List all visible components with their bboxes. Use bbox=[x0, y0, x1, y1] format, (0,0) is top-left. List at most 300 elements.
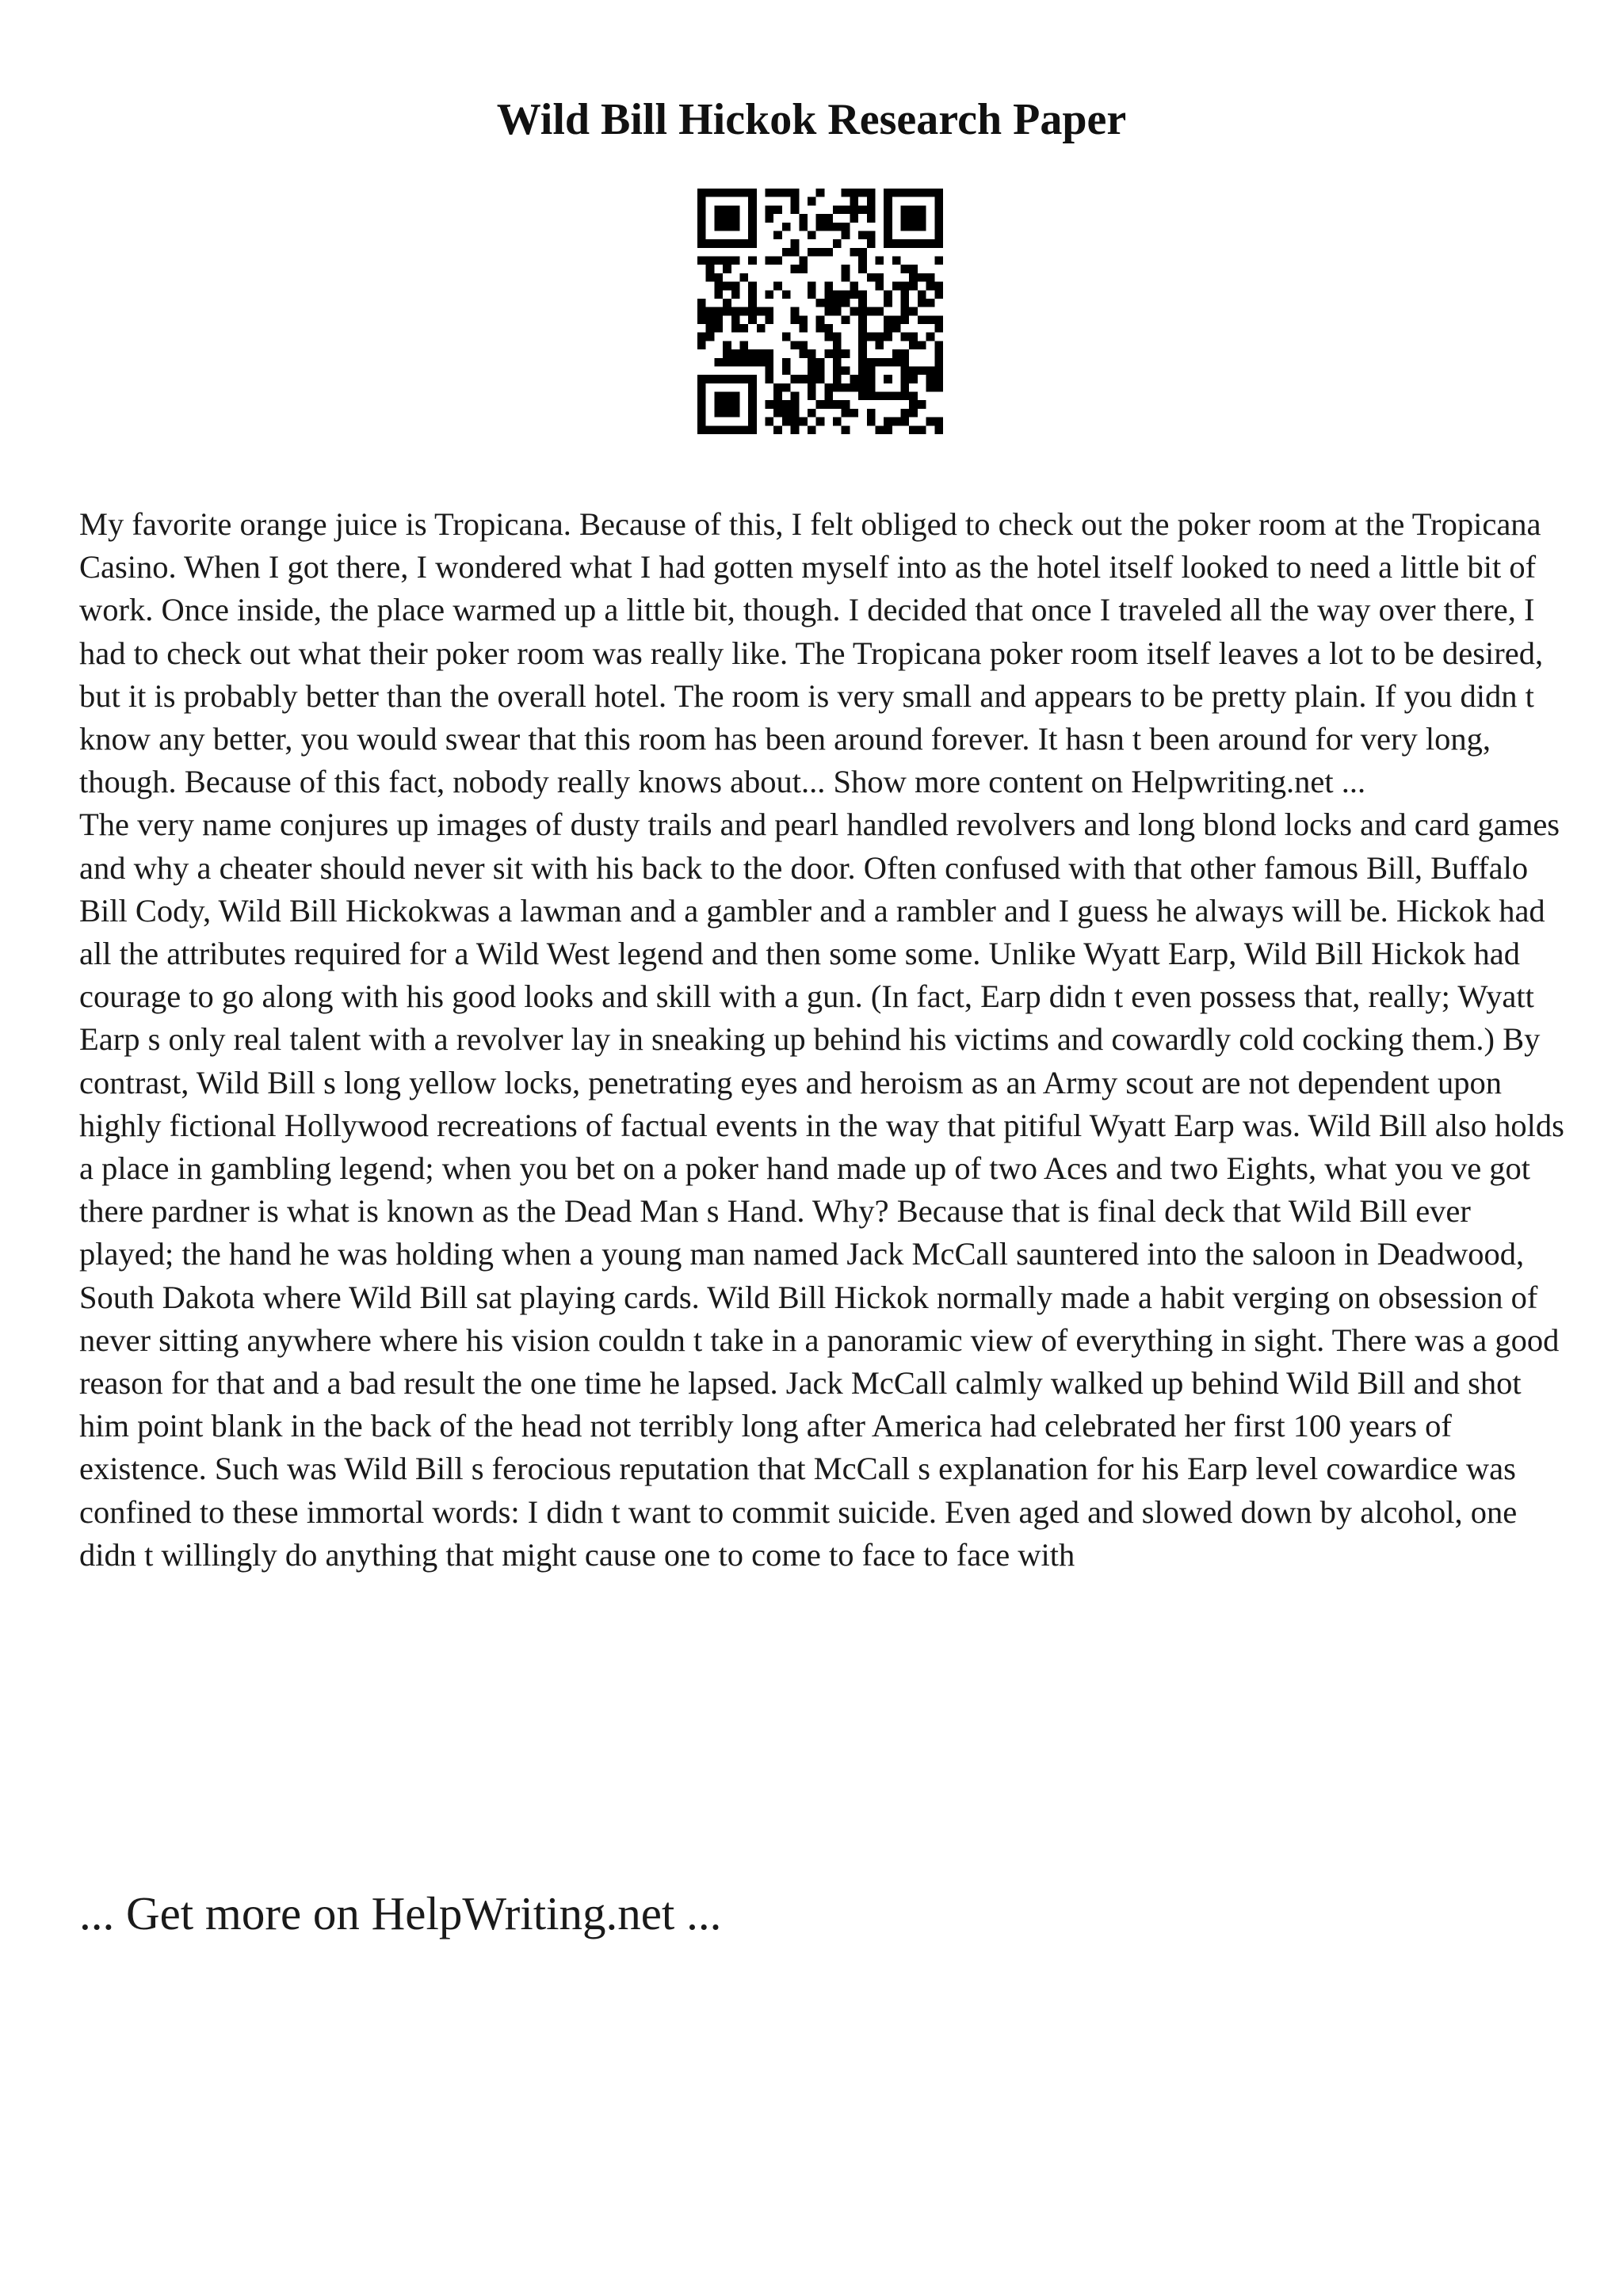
qr-module bbox=[714, 375, 723, 383]
qr-module bbox=[791, 265, 800, 273]
qr-module bbox=[799, 257, 808, 265]
qr-module bbox=[918, 341, 926, 349]
qr-module bbox=[731, 349, 740, 358]
qr-module bbox=[748, 197, 757, 206]
qr-module bbox=[723, 392, 731, 401]
qr-module bbox=[833, 358, 842, 367]
qr-module bbox=[833, 290, 842, 299]
qr-module bbox=[799, 214, 808, 223]
qr-module bbox=[714, 282, 723, 291]
qr-module bbox=[918, 299, 926, 307]
qr-module bbox=[723, 239, 731, 248]
qr-module bbox=[782, 366, 791, 375]
qr-module bbox=[842, 315, 850, 324]
qr-module bbox=[714, 223, 723, 231]
qr-module bbox=[909, 409, 918, 418]
qr-module bbox=[739, 324, 748, 333]
qr-module bbox=[714, 358, 723, 367]
qr-module bbox=[875, 307, 884, 316]
qr-module bbox=[934, 214, 943, 223]
qr-module bbox=[697, 231, 706, 239]
qr-module bbox=[833, 366, 842, 375]
qr-module bbox=[714, 214, 723, 223]
qr-module bbox=[766, 214, 774, 223]
qr-module bbox=[842, 189, 850, 197]
qr-module bbox=[808, 197, 816, 206]
qr-module bbox=[875, 341, 884, 349]
qr-module bbox=[892, 315, 901, 324]
qr-module bbox=[867, 383, 876, 392]
qr-module bbox=[884, 324, 892, 333]
qr-module bbox=[731, 239, 740, 248]
qr-module bbox=[824, 248, 833, 257]
qr-module bbox=[808, 282, 816, 291]
qr-module bbox=[909, 214, 918, 223]
qr-module bbox=[824, 299, 833, 307]
qr-module bbox=[875, 282, 884, 291]
qr-module bbox=[875, 358, 884, 367]
qr-module bbox=[731, 425, 740, 434]
qr-module bbox=[748, 205, 757, 214]
qr-module bbox=[867, 366, 876, 375]
qr-module bbox=[833, 299, 842, 307]
qr-module bbox=[723, 425, 731, 434]
qr-module bbox=[934, 282, 943, 291]
qr-module bbox=[909, 223, 918, 231]
qr-module bbox=[791, 418, 800, 426]
qr-module bbox=[782, 333, 791, 341]
qr-module bbox=[766, 418, 774, 426]
qr-module bbox=[766, 358, 774, 367]
qr-module bbox=[799, 324, 808, 333]
qr-module bbox=[909, 265, 918, 273]
qr-module bbox=[723, 299, 731, 307]
qr-module bbox=[799, 418, 808, 426]
qr-module bbox=[757, 307, 766, 316]
qr-module bbox=[875, 273, 884, 282]
qr-module bbox=[773, 425, 782, 434]
qr-module bbox=[926, 333, 935, 341]
qr-module bbox=[697, 239, 706, 248]
qr-module bbox=[748, 315, 757, 324]
qr-module bbox=[909, 375, 918, 383]
qr-module bbox=[934, 205, 943, 214]
qr-module bbox=[858, 383, 867, 392]
qr-module bbox=[901, 282, 910, 291]
qr-module bbox=[791, 197, 800, 206]
qr-module bbox=[748, 189, 757, 197]
qr-module bbox=[901, 333, 910, 341]
qr-module bbox=[697, 341, 706, 349]
qr-module bbox=[884, 358, 892, 367]
qr-module bbox=[706, 239, 715, 248]
qr-module bbox=[714, 307, 723, 316]
qr-module bbox=[850, 282, 858, 291]
qr-module bbox=[842, 223, 850, 231]
qr-module bbox=[791, 400, 800, 409]
qr-module bbox=[697, 197, 706, 206]
qr-module bbox=[748, 425, 757, 434]
qr-module bbox=[892, 392, 901, 401]
qr-module bbox=[739, 349, 748, 358]
qr-module bbox=[791, 307, 800, 316]
qr-module bbox=[918, 315, 926, 324]
qr-module bbox=[901, 265, 910, 273]
qr-module bbox=[918, 239, 926, 248]
qr-module bbox=[773, 400, 782, 409]
qr-module bbox=[697, 383, 706, 392]
qr-module bbox=[706, 315, 715, 324]
qr-module bbox=[867, 205, 876, 214]
qr-module bbox=[808, 231, 816, 239]
qr-module bbox=[706, 189, 715, 197]
qr-module bbox=[782, 248, 791, 257]
qr-module bbox=[833, 223, 842, 231]
qr-module bbox=[833, 239, 842, 248]
qr-module bbox=[918, 214, 926, 223]
qr-code[interactable] bbox=[697, 189, 943, 434]
qr-module bbox=[791, 248, 800, 257]
qr-module bbox=[934, 349, 943, 358]
qr-module bbox=[824, 349, 833, 358]
qr-module bbox=[909, 307, 918, 316]
qr-module bbox=[748, 239, 757, 248]
qr-module bbox=[918, 205, 926, 214]
qr-module bbox=[791, 375, 800, 383]
qr-module bbox=[850, 409, 858, 418]
qr-module bbox=[748, 392, 757, 401]
qr-module bbox=[731, 189, 740, 197]
qr-module bbox=[918, 223, 926, 231]
qr-module bbox=[808, 290, 816, 299]
qr-module bbox=[867, 189, 876, 197]
qr-module bbox=[714, 425, 723, 434]
qr-module bbox=[842, 425, 850, 434]
qr-module bbox=[858, 333, 867, 341]
qr-module bbox=[773, 257, 782, 265]
qr-module bbox=[731, 392, 740, 401]
qr-module bbox=[833, 205, 842, 214]
qr-module bbox=[766, 189, 774, 197]
qr-module bbox=[901, 366, 910, 375]
qr-module bbox=[748, 400, 757, 409]
qr-module bbox=[867, 214, 876, 223]
qr-module bbox=[858, 375, 867, 383]
qr-module bbox=[723, 257, 731, 265]
qr-module bbox=[731, 324, 740, 333]
qr-module bbox=[875, 392, 884, 401]
qr-module bbox=[766, 205, 774, 214]
qr-module bbox=[799, 315, 808, 324]
qr-module bbox=[926, 273, 935, 282]
qr-module bbox=[731, 290, 740, 299]
qr-module bbox=[901, 205, 910, 214]
qr-module bbox=[926, 418, 935, 426]
qr-module bbox=[934, 341, 943, 349]
qr-module bbox=[723, 214, 731, 223]
qr-module bbox=[808, 409, 816, 418]
qr-module bbox=[909, 189, 918, 197]
qr-module bbox=[918, 400, 926, 409]
qr-module bbox=[748, 409, 757, 418]
qr-module bbox=[773, 282, 782, 291]
qr-module bbox=[808, 375, 816, 383]
qr-module bbox=[697, 223, 706, 231]
qr-module bbox=[697, 315, 706, 324]
qr-module bbox=[773, 392, 782, 401]
qr-module bbox=[816, 189, 825, 197]
qr-module bbox=[791, 409, 800, 418]
qr-module bbox=[901, 349, 910, 358]
qr-module bbox=[875, 333, 884, 341]
qr-module bbox=[909, 282, 918, 291]
qr-module bbox=[858, 366, 867, 375]
qr-module bbox=[934, 189, 943, 197]
qr-module bbox=[850, 197, 858, 206]
qr-module bbox=[884, 299, 892, 307]
qr-module bbox=[858, 299, 867, 307]
qr-module bbox=[824, 333, 833, 341]
qr-module bbox=[757, 358, 766, 367]
qr-code-graphic bbox=[697, 189, 943, 434]
qr-module bbox=[723, 307, 731, 316]
qr-module bbox=[892, 324, 901, 333]
qr-module bbox=[782, 409, 791, 418]
qr-module bbox=[748, 383, 757, 392]
qr-module bbox=[867, 418, 876, 426]
qr-module bbox=[918, 290, 926, 299]
qr-module bbox=[799, 223, 808, 231]
qr-module bbox=[901, 358, 910, 367]
qr-module bbox=[714, 189, 723, 197]
qr-module bbox=[867, 273, 876, 282]
qr-module bbox=[909, 400, 918, 409]
qr-module bbox=[816, 366, 825, 375]
qr-module bbox=[867, 358, 876, 367]
qr-module bbox=[791, 315, 800, 324]
qr-module bbox=[934, 324, 943, 333]
qr-module bbox=[926, 189, 935, 197]
qr-module bbox=[858, 290, 867, 299]
qr-module bbox=[731, 400, 740, 409]
qr-module bbox=[773, 383, 782, 392]
qr-module bbox=[748, 418, 757, 426]
qr-module bbox=[884, 375, 892, 383]
qr-module bbox=[816, 223, 825, 231]
qr-module bbox=[842, 205, 850, 214]
qr-module bbox=[901, 239, 910, 248]
qr-module bbox=[799, 341, 808, 349]
qr-module bbox=[934, 239, 943, 248]
qr-module bbox=[799, 265, 808, 273]
qr-module bbox=[697, 409, 706, 418]
qr-module bbox=[706, 257, 715, 265]
paragraph-1: My favorite orange juice is Tropicana. Because of this, I felt obliged to check out the poker room at the Tropicana Casino. When I got there, I wondered what I had gotten myself into as the hotel itself looked to need a little bit of work. Once inside, the place warmed up a little bit, though. I decided that once I traveled all the way over there, I had to check out what their poker room was really like. The Tropicana poker room itself leaves a lot to be desired, but it is probably better than the overall hotel. The room is very small and appears to be pretty plain. If you didn t know any better, you would swear that this room has been around forever. It hasn t been around for very long, though. Because of this fact, nobody really knows about... Show more content on Helpwriting.net ... bbox=[79, 506, 1544, 800]
qr-module bbox=[824, 214, 833, 223]
qr-module bbox=[697, 307, 706, 316]
qr-module bbox=[739, 273, 748, 282]
qr-module bbox=[884, 214, 892, 223]
qr-module bbox=[723, 282, 731, 291]
qr-module bbox=[858, 231, 867, 239]
qr-module bbox=[934, 290, 943, 299]
qr-module bbox=[739, 341, 748, 349]
qr-module bbox=[833, 400, 842, 409]
qr-module bbox=[816, 324, 825, 333]
qr-module bbox=[867, 392, 876, 401]
qr-module bbox=[824, 392, 833, 401]
qr-module bbox=[892, 189, 901, 197]
qr-module bbox=[766, 366, 774, 375]
qr-module bbox=[858, 341, 867, 349]
qr-module bbox=[808, 248, 816, 257]
qr-module bbox=[833, 383, 842, 392]
qr-module bbox=[706, 333, 715, 341]
qr-module bbox=[706, 273, 715, 282]
qr-module bbox=[901, 290, 910, 299]
qr-module bbox=[808, 358, 816, 367]
qr-module bbox=[782, 290, 791, 299]
qr-module bbox=[934, 383, 943, 392]
qr-module bbox=[723, 358, 731, 367]
qr-module bbox=[901, 383, 910, 392]
qr-module bbox=[808, 425, 816, 434]
qr-module bbox=[766, 257, 774, 265]
qr-module bbox=[782, 223, 791, 231]
qr-module bbox=[748, 282, 757, 291]
qr-module bbox=[697, 333, 706, 341]
qr-module bbox=[934, 231, 943, 239]
qr-module bbox=[723, 265, 731, 273]
qr-module bbox=[901, 223, 910, 231]
qr-module bbox=[901, 307, 910, 316]
qr-module bbox=[773, 409, 782, 418]
qr-module bbox=[697, 425, 706, 434]
qr-module bbox=[875, 425, 884, 434]
qr-module bbox=[748, 349, 757, 358]
qr-module bbox=[706, 375, 715, 383]
qr-module bbox=[867, 375, 876, 383]
qr-module bbox=[884, 239, 892, 248]
qr-module bbox=[918, 425, 926, 434]
qr-module bbox=[858, 257, 867, 265]
qr-module bbox=[748, 290, 757, 299]
qr-module bbox=[909, 273, 918, 282]
qr-module bbox=[824, 324, 833, 333]
qr-module bbox=[884, 231, 892, 239]
qr-module bbox=[884, 223, 892, 231]
qr-module bbox=[714, 290, 723, 299]
qr-module bbox=[766, 307, 774, 316]
qr-module bbox=[731, 358, 740, 367]
qr-module bbox=[723, 341, 731, 349]
qr-module bbox=[791, 341, 800, 349]
qr-module bbox=[926, 239, 935, 248]
qr-module bbox=[723, 205, 731, 214]
qr-module bbox=[791, 425, 800, 434]
get-more-link[interactable]: ... Get more on HelpWriting.net ... bbox=[79, 1887, 722, 1939]
qr-module bbox=[901, 409, 910, 418]
qr-module bbox=[782, 418, 791, 426]
qr-module bbox=[757, 349, 766, 358]
qr-module bbox=[909, 392, 918, 401]
qr-module bbox=[748, 375, 757, 383]
qr-module bbox=[723, 375, 731, 383]
qr-module bbox=[884, 197, 892, 206]
qr-module bbox=[842, 290, 850, 299]
qr-module bbox=[773, 189, 782, 197]
qr-module bbox=[833, 307, 842, 316]
qr-module bbox=[731, 282, 740, 291]
qr-module bbox=[934, 315, 943, 324]
qr-module bbox=[850, 205, 858, 214]
qr-module bbox=[934, 257, 943, 265]
qr-module bbox=[748, 307, 757, 316]
qr-module bbox=[833, 333, 842, 341]
qr-module bbox=[934, 425, 943, 434]
qr-module bbox=[697, 299, 706, 307]
qr-module bbox=[867, 307, 876, 316]
qr-module bbox=[901, 315, 910, 324]
qr-module bbox=[926, 315, 935, 324]
qr-module bbox=[909, 366, 918, 375]
qr-module bbox=[723, 400, 731, 409]
qr-module bbox=[867, 197, 876, 206]
qr-module bbox=[723, 349, 731, 358]
qr-module bbox=[850, 375, 858, 383]
qr-module bbox=[739, 375, 748, 383]
qr-module bbox=[909, 239, 918, 248]
qr-module bbox=[773, 205, 782, 214]
qr-module bbox=[926, 375, 935, 383]
qr-module bbox=[748, 257, 757, 265]
qr-module bbox=[714, 409, 723, 418]
qr-module bbox=[697, 418, 706, 426]
qr-module bbox=[697, 189, 706, 197]
qr-module bbox=[858, 392, 867, 401]
qr-module bbox=[731, 257, 740, 265]
qr-module bbox=[884, 392, 892, 401]
qr-module bbox=[731, 223, 740, 231]
qr-module bbox=[748, 223, 757, 231]
qr-module bbox=[723, 189, 731, 197]
qr-module bbox=[739, 307, 748, 316]
qr-module bbox=[867, 409, 876, 418]
qr-module bbox=[791, 189, 800, 197]
qr-module bbox=[808, 349, 816, 358]
qr-module bbox=[824, 383, 833, 392]
qr-module bbox=[782, 383, 791, 392]
qr-module bbox=[697, 375, 706, 383]
qr-module bbox=[714, 205, 723, 214]
qr-module bbox=[766, 400, 774, 409]
qr-module bbox=[884, 333, 892, 341]
qr-module bbox=[816, 358, 825, 367]
qr-module bbox=[901, 418, 910, 426]
qr-module bbox=[842, 409, 850, 418]
qr-module bbox=[697, 205, 706, 214]
qr-module bbox=[782, 400, 791, 409]
qr-module bbox=[748, 299, 757, 307]
qr-module bbox=[739, 358, 748, 367]
qr-module bbox=[918, 273, 926, 282]
qr-module bbox=[901, 214, 910, 223]
qr-module bbox=[909, 205, 918, 214]
qr-module bbox=[884, 418, 892, 426]
qr-module bbox=[884, 425, 892, 434]
qr-module bbox=[934, 366, 943, 375]
qr-module bbox=[858, 315, 867, 324]
